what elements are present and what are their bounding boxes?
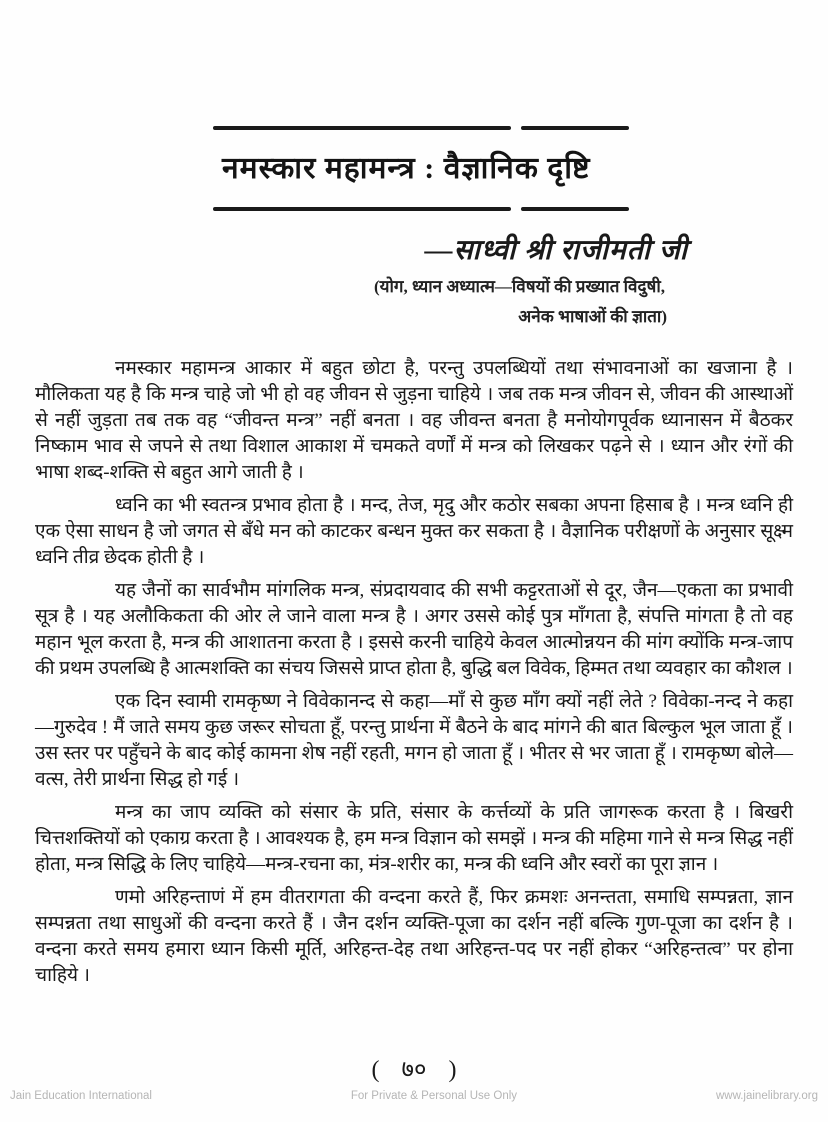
footer-usage-notice: For Private & Personal Use Only: [350, 1090, 518, 1102]
title-rule-bottom-segment-short: [521, 207, 629, 211]
title-rule-bottom-segment-long: [213, 207, 511, 211]
footer-website: www.jainelibrary.org: [715, 1090, 818, 1102]
author-byline: —साध्वी श्री राजीमती जी: [424, 235, 688, 266]
footer-publisher: Jain Education International: [10, 1090, 152, 1102]
title-rule-top-segment-short: [521, 126, 629, 130]
body-paragraph: एक दिन स्वामी रामकृष्ण ने विवेकानन्द से कहा—माँ से कुछ माँग क्यों नहीं लेते ? विवेका-नन्द ने कहा—गुरुदेव ! मैं जाते समय कुछ जरूर सोचता हूँ, परन्तु प्रार्थना में बैठने के बाद मांगने की बात बिल्कुल भूल जाता हूँ । उस स्तर पर पहुँचने के बाद कोई कामना शेष नहीं रहती, मगन हो जाता हूँ । भीतर से भर जाता हूँ । रामकृष्ण बोले—वत्स, तेरी प्रार्थना सिद्ध हो गई ।: [35, 691, 793, 790]
body-paragraph: ध्वनि का भी स्वतन्त्र प्रभाव होता है । मन्द, तेज, मृदु और कठोर सबका अपना हिसाब है । मन्त्र ध्वनि ही एक ऐसा साधन है जो जगत से बँधे मन को काटकर बन्धन मुक्त कर सकता है । वैज्ञानिक परीक्षणों के अनुसार सूक्ष्म ध्वनि तीव्र छेदक होती है ।: [35, 495, 793, 568]
page-title: नमस्कार महामन्त्र : वैज्ञानिक दृष्टि: [222, 152, 591, 185]
page-number: ( ७० ): [371, 1057, 457, 1083]
body-paragraph: यह जैनों का सार्वभौम मांगलिक मन्त्र, संप्रदायवाद की सभी कट्टरताओं से दूर, जैन—एकता का प्रभावी सूत्र है । यह अलौकिकता की ओर ले जाने वाला मन्त्र है । अगर उससे कोई पुत्र माँगता है, संपत्ति मांगता है तो वह महान भूल करता है, मन्त्र की आशातना करता है । इससे करनी चाहिये केवल आत्मोन्नयन की मांग क्योंकि मन्त्र-जाप की प्रथम उपलब्धि है आत्मशक्ति का संचय जिससे प्राप्त होता है, बुद्धि बल विवेक, हिम्मत तथा व्यवहार का कौशल ।: [35, 580, 793, 679]
body-paragraph: मन्त्र का जाप व्यक्ति को संसार के प्रति, संसार के कर्त्तव्यों के प्रति जागरूक करता है । बिखरी चित्तशक्तियों को एकाग्र करता है । आवश्यक है, हम मन्त्र विज्ञान को समझें । मन्त्र की महिमा गाने से मन्त्र सिद्ध नहीं होता, मन्त्र सिद्धि के लिए चाहिये—मन्त्र-रचना का, मंत्र-शरीर का, मन्त्र की ध्वनि और स्वरों का पूरा ज्ञान ।: [35, 802, 793, 875]
title-rule-bottom: [213, 207, 629, 211]
title-rule-top: [213, 126, 629, 130]
title-rule-top-segment-long: [213, 126, 511, 130]
scan-footer: [0, 1090, 828, 1102]
article-body: [35, 356, 793, 996]
author-description-line2: अनेक भाषाओं की ज्ञाता): [518, 307, 667, 326]
author-description-line1: (योग, ध्यान अध्यात्म—विषयों की प्रख्यात विदुषी,: [373, 277, 665, 296]
body-paragraph: नमस्कार महामन्त्र आकार में बहुत छोटा है, परन्तु उपलब्धियों तथा संभावनाओं का खजाना है । मौलिकता यह है कि मन्त्र चाहे जो भी हो वह जीवन से जुड़ना चाहिये । जब तक मन्त्र जीवन से, जीवन की आस्थाओं से नहीं जुड़ता तब तक वह “जीवन्त मन्त्र” नहीं बनता । वह जीवन्त बनता है मनोयोगपूर्वक ध्यानासन में बैठकर निष्काम भाव से जपने से तथा विशाल आकाश में चमकते वर्णों में मन्त्र को लिखकर पढ़ने से । ध्यान और रंगों की भाषा शब्द-शक्ति से बहुत आगे जाती है ।: [35, 358, 793, 483]
body-paragraph: णमो अरिहन्ताणं में हम वीतरागता की वन्दना करते हैं, फिर क्रमशः अनन्तता, समाधि सम्पन्नता, ज्ञान सम्पन्नता तथा साधुओं की वन्दना करते हैं । जैन दर्शन व्यक्ति-पूजा का दर्शन नहीं बल्कि गुण-पूजा का दर्शन है । वन्दना करते समय हमारा ध्यान किसी मूर्ति, अरिहन्त-देह तथा अरिहन्त-पद पर नहीं होकर “अरिहन्तत्व” पर होना चाहिये ।: [35, 887, 793, 986]
